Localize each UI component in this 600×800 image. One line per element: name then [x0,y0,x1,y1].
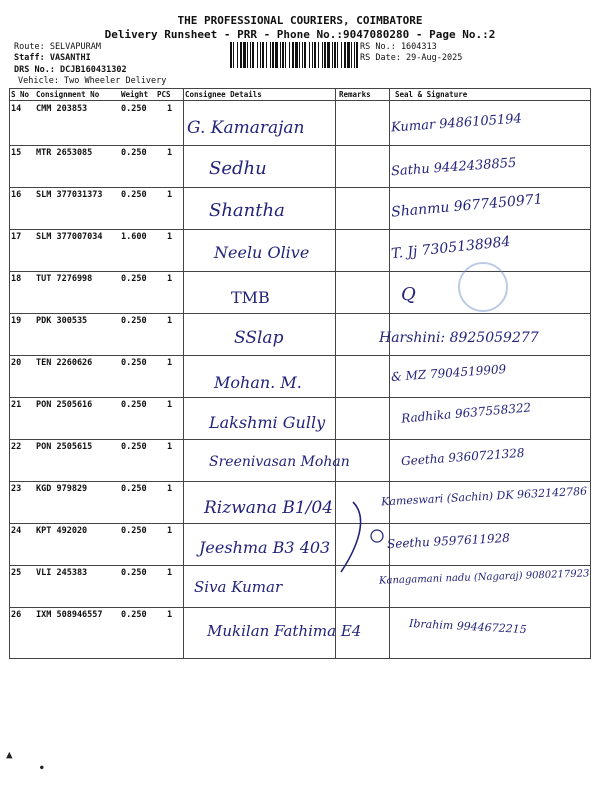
row-sno: 26 [11,610,22,620]
consignee-handwriting: Sreenivasan Mohan [209,454,350,470]
consignee-handwriting: Mohan. M. [214,373,302,392]
row-pcs: 1 [167,358,173,368]
row-pcs: 1 [167,442,173,452]
consignee-handwriting: Rizwana B1/04 [204,498,334,518]
signature-handwriting: T. Jj 7305138984 [390,233,512,263]
route-label: Route: SELVAPURAM [14,42,101,52]
row-consignment-no: TEN 2260626 [36,358,93,368]
row-consignment-no: PDK 300535 [36,316,88,326]
consignee-handwriting: SSlap [234,328,284,348]
row-sno: 25 [11,568,22,578]
signature-handwriting: Ibrahim 9944672215 [408,616,527,637]
row-consignment-no: PON 2505616 [36,400,93,410]
row-weight: 0.250 [121,148,147,158]
row-sno: 24 [11,526,22,536]
barcode [230,42,358,68]
drs-label: DRS No.: DCJB160431302 [14,65,127,75]
consignee-handwriting: Lakshmi Gully [209,413,326,432]
row-pcs: 1 [167,148,173,158]
page-corner-mark: ▲ [6,748,13,761]
row-pcs: 1 [167,568,173,578]
signature-handwriting: Kanagamani nadu (Nagaraj) 9080217923 [378,568,590,587]
consignee-handwriting: TMB [231,288,270,307]
row-consignment-no: IXM 508946557 [36,610,103,620]
remarks-bracket-mark [339,498,385,578]
row-pcs: 1 [167,610,173,620]
consignee-handwriting: Neelu Olive [214,243,310,262]
consignee-handwriting: Jeeshma B3 403 [199,538,331,557]
consignee-handwriting: Sedhu [209,158,267,179]
row-pcs: 1 [167,484,173,494]
row-sno: 20 [11,358,22,368]
consignee-handwriting: Shantha [209,200,285,221]
document-subtitle: Delivery Runsheet - PRR - Phone No.:9047080280 - Page No.:2 [104,28,496,41]
row-consignment-no: MTR 2653085 [36,148,93,158]
row-consignment-no: TUT 7276998 [36,274,93,284]
row-consignment-no: VLI 245383 [36,568,88,578]
row-sno: 17 [11,232,22,242]
row-sno: 21 [11,400,22,410]
row-pcs: 1 [167,274,173,284]
signature-handwriting: Shanmu 9677450971 [390,191,544,221]
row-sno: 16 [11,190,22,200]
consignee-handwriting: G. Kamarajan [187,118,305,138]
row-weight: 1.600 [121,232,147,242]
row-pcs: 1 [167,316,173,326]
row-sno: 22 [11,442,22,452]
row-pcs: 1 [167,190,173,200]
col-header-consignment: Consignment No [36,90,100,99]
row-sno: 19 [11,316,22,326]
row-consignment-no: KGD 979829 [36,484,88,494]
document-title: THE PROFESSIONAL COURIERS, COIMBATORE [177,14,423,27]
signature-handwriting: Kameswari (Sachin) DK 9632142786 [380,484,588,509]
row-consignment-no: SLM 377007034 [36,232,103,242]
row-weight: 0.250 [121,610,147,620]
signature-handwriting: Q [401,284,416,305]
row-consignment-no: CMM 203853 [36,104,88,114]
row-weight: 0.250 [121,526,147,536]
col-header-weight: Weight [121,90,149,99]
col-header-consignee: Consignee Details [185,90,262,99]
rs-date: RS Date: 29-Aug-2025 [360,53,463,63]
row-weight: 0.250 [121,104,147,114]
row-consignment-no: PON 2505615 [36,442,93,452]
signature-handwriting: Sathu 9442438855 [390,155,517,180]
signature-handwriting: Harshini: 8925059277 [379,330,539,346]
signature-handwriting: Kumar 9486105194 [390,111,523,136]
row-consignment-no: SLM 377031373 [36,190,103,200]
rs-number: RS No.: 1604313 [360,42,437,52]
row-consignment-no: KPT 492020 [36,526,88,536]
signature-handwriting: Geetha 9360721328 [400,445,525,469]
row-weight: 0.250 [121,274,147,284]
signature-handwriting: Seethu 9597611928 [386,530,511,552]
col-header-remarks: Remarks [339,90,371,99]
row-weight: 0.250 [121,484,147,494]
row-weight: 0.250 [121,400,147,410]
row-weight: 0.250 [121,568,147,578]
col-header-sno: S No [11,90,30,99]
row-weight: 0.250 [121,358,147,368]
row-pcs: 1 [167,104,173,114]
signature-handwriting: Radhika 9637558322 [400,400,532,426]
page-dot-mark: ● [40,764,44,771]
col-header-signature: Seal & Signature [395,90,468,99]
row-weight: 0.250 [121,442,147,452]
col-header-pcs: PCS [157,90,171,99]
consignee-handwriting: Siva Kumar [194,578,283,596]
runsheet-table [9,88,591,658]
row-sno: 23 [11,484,22,494]
row-pcs: 1 [167,400,173,410]
row-weight: 0.250 [121,190,147,200]
row-sno: 15 [11,148,22,158]
row-sno: 18 [11,274,22,284]
staff-label: Staff: VASANTHI [14,53,91,63]
row-pcs: 1 [167,232,173,242]
delivery-stamp [458,262,508,312]
vehicle-label: Vehicle: Two Wheeler Delivery [18,76,167,86]
signature-handwriting: & MZ 7904519909 [390,361,507,385]
consignee-handwriting: Mukilan Fathima E4 [207,622,362,640]
row-pcs: 1 [167,526,173,536]
row-sno: 14 [11,104,22,114]
row-weight: 0.250 [121,316,147,326]
